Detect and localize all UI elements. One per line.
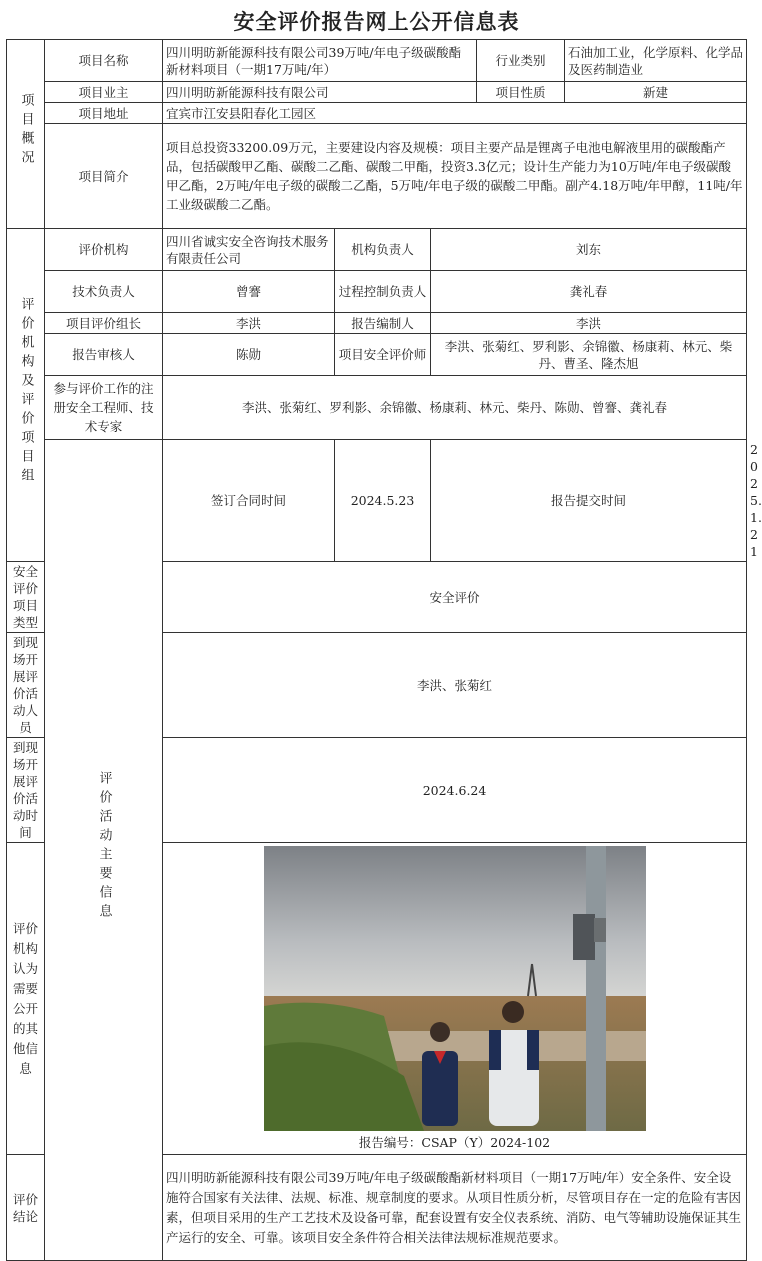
- agency-head: 刘东: [431, 229, 747, 271]
- contract-label: 签订合同时间: [163, 440, 335, 562]
- section-org: 评价机构及评价项目组: [7, 229, 45, 562]
- address: 宜宾市江安县阳春化工园区: [163, 103, 747, 124]
- site-photo: [264, 846, 646, 1131]
- report-number: 报告编号：CSAP（Y）2024-102: [358, 1135, 551, 1150]
- onsite-time: 2024.6.24: [163, 738, 747, 843]
- tech-head: 曾謇: [163, 271, 335, 313]
- process-label: 过程控制负责人: [335, 271, 431, 313]
- participants: 李洪、张菊红、罗利影、余锦徽、杨康莉、林元、柴丹、陈勋、曾謇、龚礼春: [163, 376, 747, 440]
- writer: 李洪: [431, 313, 747, 334]
- industry: 石油加工业，化学原料、化学品及医药制造业: [565, 40, 747, 82]
- section-activity: 评价活动主要信息: [45, 440, 163, 1261]
- tech-head-label: 技术负责人: [45, 271, 163, 313]
- section-overview: 项目概况: [7, 40, 45, 229]
- nature: 新建: [565, 82, 747, 103]
- project-name: 四川明昉新能源科技有限公司39万吨/年电子级碳酸酯新材料项目（一期17万吨/年）: [163, 40, 477, 82]
- intro: 项目总投资33200.09万元，主要建设内容及规模：项目主要产品是锂离子电池电解液里用的碳酸酯产品，包括碳酸甲乙酯、碳酸二乙酯、碳酸二甲酯，投资3.3亿元；设计生产能力为10万吨/年电子级碳酸甲乙酯，2万吨/年电子级的碳酸二乙酯，5万吨/年电子级的碳酸二甲酯。副产4.18万吨/年甲醇，11吨/年工业级碳酸二乙酯。: [163, 124, 747, 229]
- onsite-people-label: 到现场开展评价活动人员: [7, 633, 45, 738]
- other-info: [163, 843, 747, 1155]
- onsite-people: 李洪、张菊红: [163, 633, 747, 738]
- agency-label: 评价机构: [45, 229, 163, 271]
- reviewer-label: 报告审核人: [45, 334, 163, 376]
- industry-label: 行业类别: [477, 40, 565, 82]
- page-title: 安全评价报告网上公开信息表: [233, 10, 520, 34]
- agency: 四川省诚实安全咨询技术服务有限责任公司: [163, 229, 335, 271]
- assessors-label: 项目安全评价师: [335, 334, 431, 376]
- submit-label: 报告提交时间: [431, 440, 747, 562]
- nature-label: 项目性质: [477, 82, 565, 103]
- agency-head-label: 机构负责人: [335, 229, 431, 271]
- assessors: 李洪、张菊红、罗利影、余锦徽、杨康莉、林元、柴丹、曹圣、隆杰旭: [431, 334, 747, 376]
- owner-label: 项目业主: [45, 82, 163, 103]
- conclusion: 四川明昉新能源科技有限公司39万吨/年电子级碳酸酯新材料项目（一期17万吨/年）安全条件、安全设施符合国家有关法律、法规、标准、规章制度的要求。从项目性质分析，尽管项目存在一定的危险有害因素，但项目采用的生产工艺技术及设备可靠，配套设置有安全仪表系统、消防、电气等辅助设施保证其生产运行的安全、可靠。该项目安全条件符合相关法律法规标准规范要求。: [163, 1155, 747, 1261]
- leader: 李洪: [163, 313, 335, 334]
- other-label: 评价机构认为需要公开的其他信息: [7, 843, 45, 1155]
- writer-label: 报告编制人: [335, 313, 431, 334]
- address-label: 项目地址: [45, 103, 163, 124]
- type-label: 安全评价项目类型: [7, 562, 45, 633]
- participants-label: 参与评价工作的注册安全工程师、技术专家: [45, 376, 163, 440]
- info-table: 项目概况 项目名称 四川明昉新能源科技有限公司39万吨/年电子级碳酸酯新材料项目（一期17万吨/年） 行业类别 石油加工业，化学原料、化学品及医药制造业 项目业主 四川明昉新能源科技有限公司 项目性质 新建 项目地址 宜宾市江安县阳春化工园区 项目简介 项目总投资33200.09万元，主要建设内容及规模：项目主要产品是锂离子电池电解液里用的碳酸酯产品，包括碳酸甲乙酯、碳酸二乙酯、碳酸二甲酯，投资3.3亿元；设计生产能力为10万吨/年电子级碳酸甲乙酯，2万吨/年电子级的碳酸二乙酯，5万吨/年电子级的碳酸二甲酯。副产4.18万吨/年甲醇，11吨/年工业级碳酸二乙酯。 评价机构及评价项目组 评价机构 四川省诚实安全咨询技术服务有限责任公司 机构负责人 刘东 技术负责人 曾謇 过程控制负责人 龚礼春 项目评价组长 李洪 报告编制人 李洪 报告审核人 陈勋 项目安全评价师 李洪、张菊红、罗利影、余锦徽、杨康莉、林元、柴丹、曹圣、隆杰旭 参与评价工作的注册安全工程师、技术专家 李洪、张菊红、罗利影、余锦徽、杨康莉、林元、柴丹、陈勋、曾謇、龚礼春 评价活动主要信息 签订合同时间 2024.5.23 报告提交时间 2025.1.21 安全评价项目类型 安全评价 到现场开展评价活动人员 李洪、张菊红 到现场开展评价活动时间 2024.6.24 评价机构认为需要公开的其他信息 报告编号：CSAP（Y）2024-102 评价结论 四川明昉新能源科技有限公司39万吨/年电子级碳酸酯新材料项目（一期17万吨/年）安全条件、安全设施符合国家有关法律、法规、标准、规章制度的要求。从项目性质分析，尽管项目存在一定的危险有害因素，但项目采用的生产工艺技术及设备可靠，配套设置有安全仪表系统、消防、电气等辅助设施保证其生产运行的安全、可靠。该项目安全条件符合相关法律法规标准规范要求。: [6, 39, 747, 1261]
- reviewer: 陈勋: [163, 334, 335, 376]
- type: 安全评价: [163, 562, 747, 633]
- process-head: 龚礼春: [431, 271, 747, 313]
- conclusion-label: 评价结论: [7, 1155, 45, 1261]
- intro-label: 项目简介: [45, 124, 163, 229]
- project-name-label: 项目名称: [45, 40, 163, 82]
- leader-label: 项目评价组长: [45, 313, 163, 334]
- contract-date: 2024.5.23: [335, 440, 431, 562]
- onsite-time-label: 到现场开展评价活动时间: [7, 738, 45, 843]
- owner: 四川明昉新能源科技有限公司: [163, 82, 477, 103]
